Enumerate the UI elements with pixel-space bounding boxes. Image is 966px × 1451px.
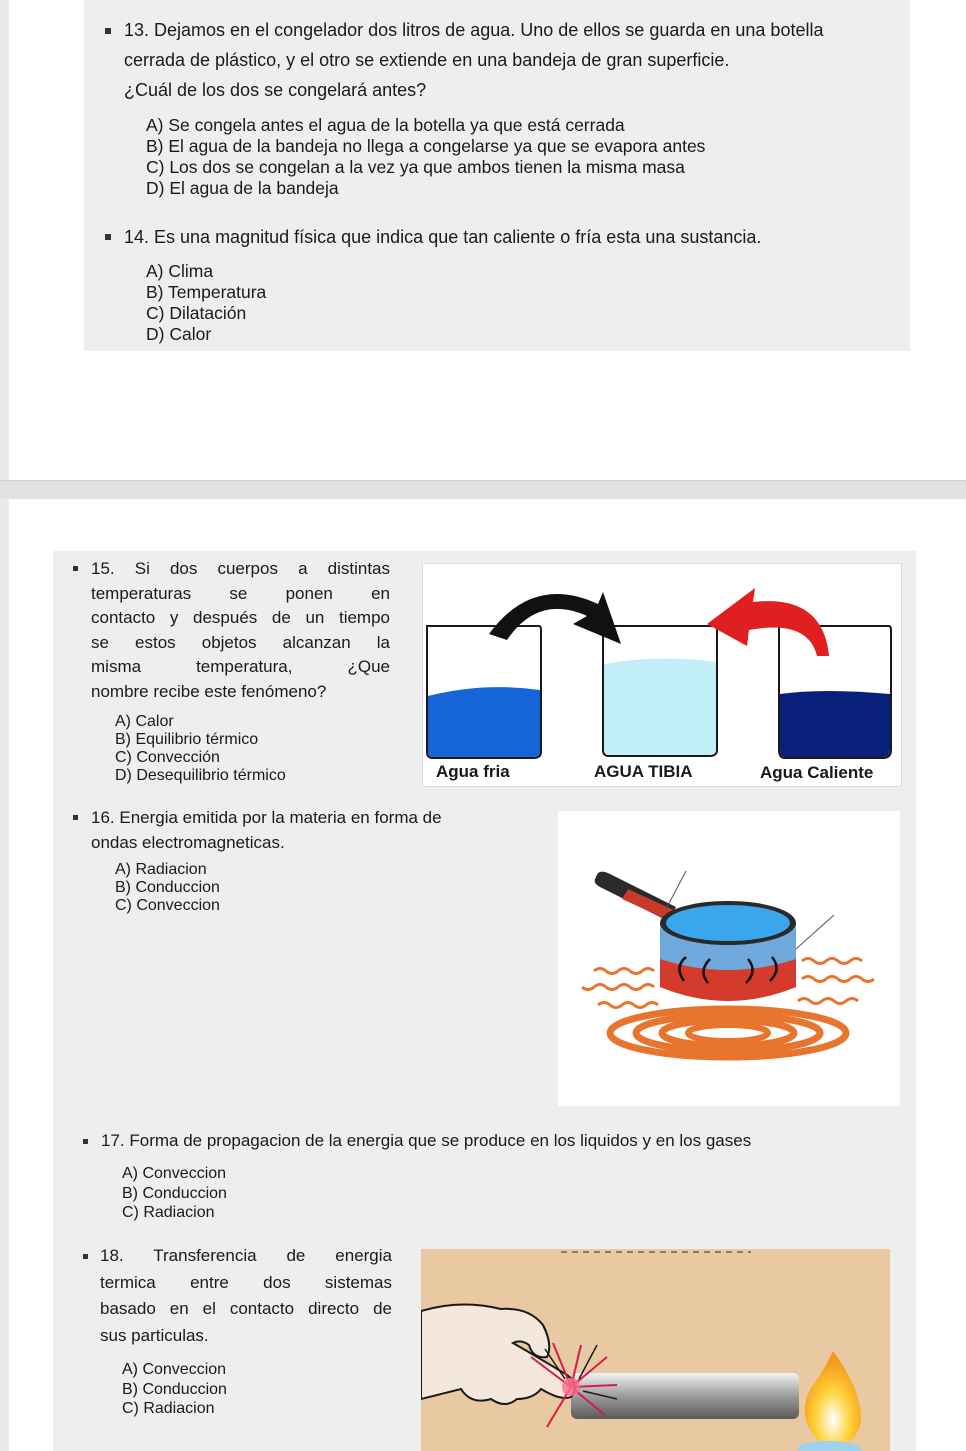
q15-options xyxy=(115,713,286,785)
cold-water xyxy=(428,687,540,757)
bullet xyxy=(105,234,111,240)
q18-line: sus particulas. xyxy=(100,1325,209,1345)
label-hot-water: Agua Caliente xyxy=(760,763,874,782)
q16-option-b[interactable]: B) Conduccion xyxy=(115,879,220,896)
page-separator xyxy=(0,480,966,499)
q17-stem: 17. Forma de propagacion de la energia que se produce en los liquidos y en los gases xyxy=(101,1131,752,1150)
q15-line: 15. Si dos cuerpos a distintas xyxy=(91,559,390,578)
q13-option-b[interactable]: B) El agua de la bandeja no llega a congelarse ya que se evapora antes xyxy=(146,136,706,156)
label-cold-water: Agua fria xyxy=(436,762,510,781)
q15-stem xyxy=(91,557,390,705)
q13-stem xyxy=(124,18,914,103)
bullet xyxy=(83,1254,88,1259)
q17-option-c[interactable]: C) Radiacion xyxy=(122,1204,215,1221)
q18-line: 18. Transferencia de energia xyxy=(100,1246,392,1265)
q17-option-a[interactable]: A) Conveccion xyxy=(122,1165,227,1182)
q18-option-a[interactable]: A) Conveccion xyxy=(122,1361,227,1378)
thermal-equilibrium-illustration xyxy=(423,564,901,786)
hot-water xyxy=(780,691,890,757)
label-warm-water: AGUA TIBIA xyxy=(594,762,693,781)
bullet xyxy=(73,566,78,571)
q13-line1: 13. Dejamos en el congelador dos litros de agua. Uno de ellos se guarda en una botella xyxy=(124,20,824,40)
flame xyxy=(805,1351,861,1449)
q15-option-b[interactable]: B) Equilibrio térmico xyxy=(115,731,259,748)
q16-option-c[interactable]: C) Conveccion xyxy=(115,897,220,914)
warm-water xyxy=(604,658,716,755)
q16-options xyxy=(115,861,220,915)
hand xyxy=(421,1304,575,1404)
q14-option-d[interactable]: D) Calor xyxy=(146,324,212,344)
q17-option-b[interactable]: B) Conduccion xyxy=(122,1184,227,1202)
q18-line: termica entre dos sistemas xyxy=(100,1272,392,1292)
q16-option-a[interactable]: A) Radiacion xyxy=(115,861,207,878)
q13-option-d[interactable]: D) El agua de la bandeja xyxy=(146,178,339,198)
q14-option-b[interactable]: B) Temperatura xyxy=(146,282,267,302)
bullet xyxy=(73,815,78,820)
q18-line: basado en el contacto directo de xyxy=(100,1299,392,1318)
left-margin-line xyxy=(0,0,9,1451)
q16-line2: ondas electromagneticas. xyxy=(91,832,285,852)
hand-touching-hot-bar-illustration xyxy=(421,1249,890,1451)
q15-option-d[interactable]: D) Desequilibrio térmico xyxy=(115,767,286,784)
pot-on-stove-illustration xyxy=(558,811,900,1106)
q15-line: nombre recibe este fenómeno? xyxy=(91,681,327,701)
q14-option-c[interactable]: C) Dilatación xyxy=(146,303,247,323)
q16-stem xyxy=(91,806,531,855)
q18-option-c[interactable]: C) Radiacion xyxy=(122,1400,215,1417)
q15-option-c[interactable]: C) Convección xyxy=(115,749,220,766)
water-surface xyxy=(666,905,790,941)
q15-line: misma temperatura, ¿Que xyxy=(91,657,390,677)
q13-option-a[interactable]: A) Se congela antes el agua de la botella ya que está cerrada xyxy=(146,115,625,135)
conduction-figure xyxy=(421,1249,890,1451)
q13-line2: cerrada de plástico, y el otro se extiende en una bandeja de gran superficie. xyxy=(124,50,730,70)
q16-line1: 16. Energia emitida por la materia en forma de xyxy=(91,808,442,827)
q13-option-c[interactable]: C) Los dos se congelan a la vez ya que ambos tienen la misma masa xyxy=(146,157,685,177)
q18-options xyxy=(122,1360,227,1419)
q17-options xyxy=(122,1164,227,1223)
bullet xyxy=(105,28,111,34)
q18-stem xyxy=(100,1243,392,1349)
q15-line: se estos objetos alcanzan la xyxy=(91,632,390,652)
arrow-cold-to-warm xyxy=(489,592,621,644)
q13-options xyxy=(146,115,705,199)
thermal-equilibrium-figure xyxy=(422,563,902,787)
q14-options xyxy=(146,261,266,345)
q15-line: contacto y después de un tiempo xyxy=(91,608,390,628)
q18-option-b[interactable]: B) Conduccion xyxy=(122,1380,227,1398)
q15-option-a[interactable]: A) Calor xyxy=(115,713,174,730)
q14-option-a[interactable]: A) Clima xyxy=(146,261,214,281)
q13-question: ¿Cuál de los dos se congelará antes? xyxy=(124,80,427,100)
radiation-figure xyxy=(558,811,900,1106)
q14-stem: 14. Es una magnitud física que indica que tan caliente o fría esta una sustancia. xyxy=(124,227,762,247)
bullet xyxy=(83,1139,88,1144)
q15-line: temperaturas se ponen en xyxy=(91,583,390,603)
